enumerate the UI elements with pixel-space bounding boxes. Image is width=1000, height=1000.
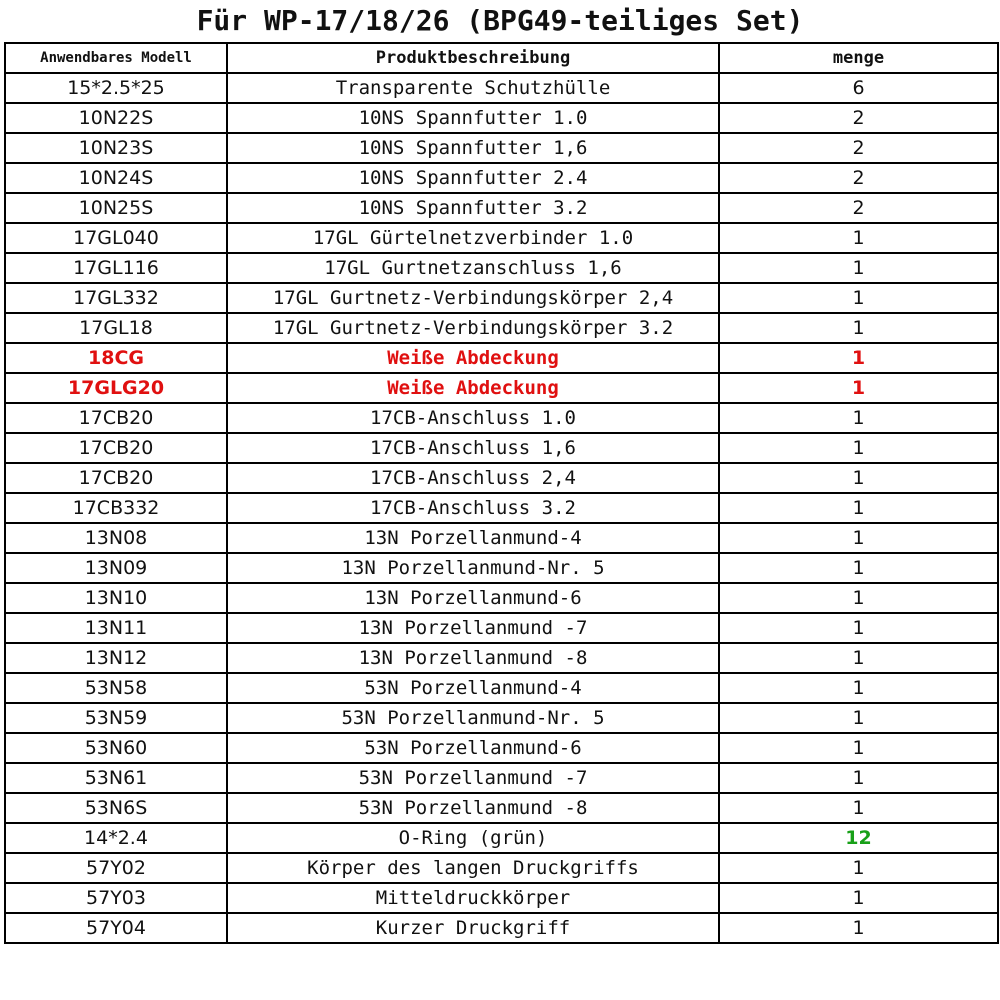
model-cell: 10N22S — [5, 103, 227, 133]
quantity-cell: 1 — [719, 733, 998, 763]
quantity-cell: 1 — [719, 523, 998, 553]
description-cell: 13N Porzellanmund-Nr. 5 — [227, 553, 719, 583]
description-cell: 17GL Gurtnetzanschluss 1,6 — [227, 253, 719, 283]
table-row — [5, 223, 998, 253]
description-cell: 17CB-Anschluss 1,6 — [227, 433, 719, 463]
column-header-quantity: menge — [719, 43, 998, 73]
description-cell: O-Ring (grün) — [227, 823, 719, 853]
model-cell: 17GL040 — [5, 223, 227, 253]
quantity-cell: 1 — [719, 673, 998, 703]
model-cell: 17GL116 — [5, 253, 227, 283]
description-cell: 10NS Spannfutter 1.0 — [227, 103, 719, 133]
table-row — [5, 673, 998, 703]
description-cell: 53N Porzellanmund -8 — [227, 793, 719, 823]
description-cell: Körper des langen Druckgriffs — [227, 853, 719, 883]
quantity-cell: 1 — [719, 913, 998, 943]
model-cell: 57Y04 — [5, 913, 227, 943]
table-row — [5, 103, 998, 133]
description-cell: 10NS Spannfutter 3.2 — [227, 193, 719, 223]
quantity-cell: 12 — [719, 823, 998, 853]
description-cell: 17CB-Anschluss 2,4 — [227, 463, 719, 493]
quantity-cell: 1 — [719, 343, 998, 373]
table-row — [5, 733, 998, 763]
quantity-cell: 1 — [719, 763, 998, 793]
quantity-cell: 2 — [719, 163, 998, 193]
model-cell: 10N23S — [5, 133, 227, 163]
description-cell: Weiße Abdeckung — [227, 373, 719, 403]
quantity-cell: 1 — [719, 883, 998, 913]
quantity-cell: 1 — [719, 613, 998, 643]
table-header — [5, 43, 998, 73]
table-row — [5, 613, 998, 643]
model-cell: 10N24S — [5, 163, 227, 193]
description-cell: 13N Porzellanmund -8 — [227, 643, 719, 673]
model-cell: 15*2.5*25 — [5, 73, 227, 103]
quantity-cell: 1 — [719, 403, 998, 433]
page-title: Für WP-17/18/26 (BPG49-teiliges Set) — [196, 4, 804, 37]
quantity-cell: 1 — [719, 433, 998, 463]
description-cell: 13N Porzellanmund-4 — [227, 523, 719, 553]
model-cell: 57Y02 — [5, 853, 227, 883]
parts-table — [4, 42, 999, 944]
description-cell: 10NS Spannfutter 1,6 — [227, 133, 719, 163]
description-cell: 17GL Gürtelnetzverbinder 1.0 — [227, 223, 719, 253]
model-cell: 13N10 — [5, 583, 227, 613]
description-cell: 53N Porzellanmund-4 — [227, 673, 719, 703]
table-row — [5, 163, 998, 193]
table-row — [5, 373, 998, 403]
model-cell: 53N6S — [5, 793, 227, 823]
table-row — [5, 343, 998, 373]
table-row — [5, 253, 998, 283]
description-cell: 10NS Spannfutter 2.4 — [227, 163, 719, 193]
table-row — [5, 403, 998, 433]
quantity-cell: 1 — [719, 313, 998, 343]
table-row — [5, 703, 998, 733]
model-cell: 53N59 — [5, 703, 227, 733]
description-cell: 13N Porzellanmund-6 — [227, 583, 719, 613]
quantity-cell: 1 — [719, 373, 998, 403]
model-cell: 17GL18 — [5, 313, 227, 343]
description-cell: 13N Porzellanmund -7 — [227, 613, 719, 643]
model-cell: 17CB20 — [5, 463, 227, 493]
table-row — [5, 643, 998, 673]
header-row — [5, 43, 998, 73]
table-row — [5, 583, 998, 613]
model-cell: 17CB20 — [5, 433, 227, 463]
model-cell: 13N09 — [5, 553, 227, 583]
description-cell: 53N Porzellanmund -7 — [227, 763, 719, 793]
quantity-cell: 1 — [719, 703, 998, 733]
model-cell: 53N61 — [5, 763, 227, 793]
table-row — [5, 73, 998, 103]
model-cell: 10N25S — [5, 193, 227, 223]
description-cell: Kurzer Druckgriff — [227, 913, 719, 943]
table-row — [5, 553, 998, 583]
description-cell: 53N Porzellanmund-6 — [227, 733, 719, 763]
quantity-cell: 1 — [719, 223, 998, 253]
table-body — [5, 73, 998, 943]
model-cell: 13N11 — [5, 613, 227, 643]
table-row — [5, 793, 998, 823]
table-row — [5, 133, 998, 163]
quantity-cell: 1 — [719, 583, 998, 613]
model-cell: 14*2.4 — [5, 823, 227, 853]
column-header-description: Produktbeschreibung — [227, 43, 719, 73]
description-cell: 17CB-Anschluss 3.2 — [227, 493, 719, 523]
table-row — [5, 523, 998, 553]
model-cell: 17GL332 — [5, 283, 227, 313]
description-cell: 53N Porzellanmund-Nr. 5 — [227, 703, 719, 733]
model-cell: 17CB20 — [5, 403, 227, 433]
quantity-cell: 2 — [719, 193, 998, 223]
quantity-cell: 1 — [719, 643, 998, 673]
model-cell: 13N12 — [5, 643, 227, 673]
description-cell: 17CB-Anschluss 1.0 — [227, 403, 719, 433]
table-row — [5, 193, 998, 223]
quantity-cell: 1 — [719, 253, 998, 283]
quantity-cell: 2 — [719, 103, 998, 133]
table-row — [5, 763, 998, 793]
quantity-cell: 1 — [719, 853, 998, 883]
model-cell: 57Y03 — [5, 883, 227, 913]
model-cell: 18CG — [5, 343, 227, 373]
quantity-cell: 2 — [719, 133, 998, 163]
table-row — [5, 313, 998, 343]
table-row — [5, 853, 998, 883]
quantity-cell: 1 — [719, 553, 998, 583]
table-row — [5, 463, 998, 493]
quantity-cell: 1 — [719, 463, 998, 493]
quantity-cell: 1 — [719, 793, 998, 823]
quantity-cell: 1 — [719, 493, 998, 523]
column-header-model: Anwendbares Modell — [5, 43, 227, 73]
description-cell: 17GL Gurtnetz-Verbindungskörper 2,4 — [227, 283, 719, 313]
quantity-cell: 6 — [719, 73, 998, 103]
table-row — [5, 823, 998, 853]
table-row — [5, 883, 998, 913]
model-cell: 17GLG20 — [5, 373, 227, 403]
description-cell: Mitteldruckkörper — [227, 883, 719, 913]
table-row — [5, 433, 998, 463]
table-row — [5, 913, 998, 943]
description-cell: 17GL Gurtnetz-Verbindungskörper 3.2 — [227, 313, 719, 343]
description-cell: Weiße Abdeckung — [227, 343, 719, 373]
model-cell: 13N08 — [5, 523, 227, 553]
model-cell: 53N60 — [5, 733, 227, 763]
table-row — [5, 493, 998, 523]
model-cell: 17CB332 — [5, 493, 227, 523]
model-cell: 53N58 — [5, 673, 227, 703]
table-row — [5, 283, 998, 313]
quantity-cell: 1 — [719, 283, 998, 313]
description-cell: Transparente Schutzhülle — [227, 73, 719, 103]
